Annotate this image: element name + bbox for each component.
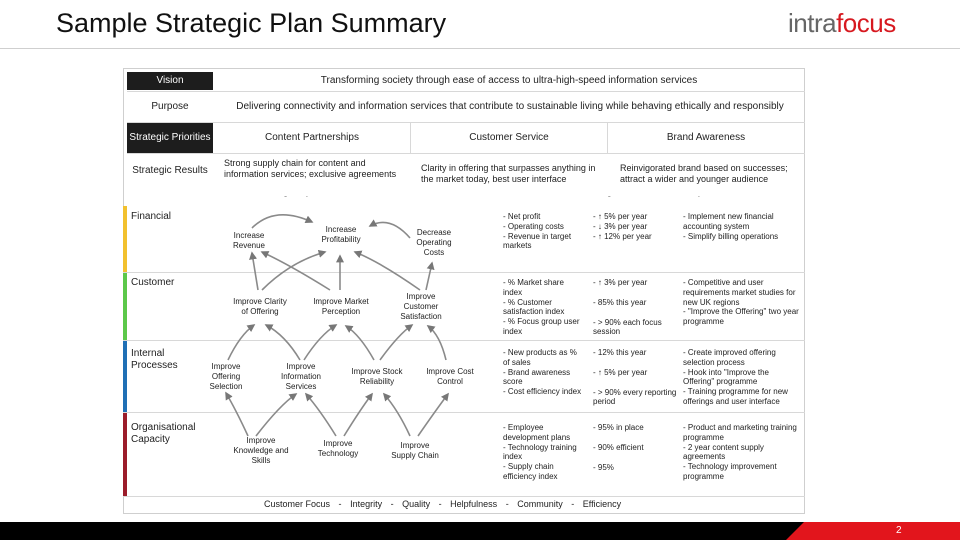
vision-text: Transforming society through ease of access to ultra-high-speed information services: [320, 75, 698, 86]
intrafocus-logo: [788, 8, 896, 39]
header-mask: [214, 187, 804, 196]
priority-brand-awareness: Brand Awareness: [666, 132, 746, 143]
value-helpfulness: Helpfulness: [450, 499, 498, 509]
kpi-item: - Brand awareness score: [503, 367, 571, 387]
result-brand-awareness: Reinvigorated brand based on successes; attract a wider and younger audience: [620, 163, 788, 184]
perspective-organisational-capacity: Organisational Capacity: [131, 422, 196, 445]
target-item: - ↑ 3% per year: [593, 278, 648, 287]
kpi-item: - Operating costs: [503, 221, 564, 231]
kpi-item: - Supply chain efficiency index: [503, 462, 558, 481]
objective-improve-technology: Improve Technology: [317, 439, 359, 458]
purpose-label: Purpose: [127, 92, 213, 122]
financial-projects: [683, 212, 799, 241]
internal-processes-targets: [593, 348, 677, 407]
organisational-capacity-projects: [683, 423, 799, 482]
slide-title: Sample Strategic Plan Summary: [56, 8, 447, 38]
value-separator: -: [571, 499, 575, 509]
organisational-capacity-targets: [593, 423, 677, 472]
customer-projects: [683, 278, 799, 327]
perspective-divider: [123, 272, 805, 273]
kpi-item: - New products as % of sales: [503, 348, 577, 367]
target-item: - ↑ 5% per year: [593, 367, 648, 377]
objective-improve-stock-reliability: Improve Stock Reliability: [351, 367, 403, 386]
target-item: - 12% this year: [593, 348, 647, 357]
perspective-internal-processes: Internal Processes: [131, 348, 178, 371]
kpi-item: - % Focus group user index: [503, 317, 580, 336]
target-item: - 90% efficient: [593, 442, 644, 452]
value-separator: -: [505, 499, 509, 509]
project-item: - "Improve the Offering" two year programme: [683, 307, 799, 326]
value-efficiency: Efficiency: [582, 499, 622, 509]
internal-processes-kpis: [503, 348, 583, 397]
value-separator: -: [438, 499, 442, 509]
perspective-financial: Financial: [131, 211, 172, 222]
objective-improve-offering-selection: Improve Offering Selection: [209, 362, 243, 391]
target-item: - > 90% every reporting period: [593, 387, 677, 407]
project-item: - Competitive and user requirements market studies for new UK regions: [683, 278, 796, 307]
target-item: - 95%: [593, 462, 614, 472]
objective-improve-information-services: Improve Information Services: [280, 362, 322, 391]
financial-targets: [593, 212, 677, 241]
perspective-divider: [123, 496, 805, 497]
project-item: - Simplify billing operations: [683, 231, 779, 241]
result-customer-service: Clarity in offering that surpasses anything in the market today, best user interface: [421, 163, 596, 184]
value-integrity: Integrity: [350, 499, 383, 509]
perspective-divider: [123, 412, 805, 413]
organisational-capacity-kpis: [503, 423, 583, 482]
value-customer-focus: Customer Focus: [264, 499, 331, 509]
customer-band: [123, 272, 127, 340]
kpi-item: - Technology training index: [503, 442, 577, 462]
target-item: - 85% this year: [593, 297, 647, 307]
customer-targets: [593, 278, 677, 337]
objective-increase-profitability: Increase Profitability: [321, 225, 361, 244]
project-item: - Training programme for new offerings and user interface: [683, 387, 788, 406]
objective-improve-knowledge-skills: Improve Knowledge and Skills: [233, 436, 289, 465]
objective-improve-supply-chain: Improve Supply Chain: [391, 441, 439, 460]
target-item: - ↓ 3% per year: [593, 221, 648, 231]
objective-improve-customer-satisfaction: Improve Customer Satisfaction: [400, 292, 442, 321]
internal-processes-projects: [683, 348, 799, 407]
objective-improve-cost-control: Improve Cost Control: [426, 367, 474, 386]
values-row: [264, 499, 627, 509]
logo-part-focus: focus: [836, 8, 896, 38]
kpi-item: - Cost efficiency index: [503, 387, 582, 396]
perspective-customer: Customer: [131, 277, 175, 288]
target-item: - ↑ 5% per year: [593, 212, 648, 221]
project-item: - Implement new financial accounting system: [683, 212, 774, 231]
title-divider: [0, 48, 960, 49]
project-item: - Hook into "Improve the Offering" programme: [683, 367, 769, 387]
customer-kpis: [503, 278, 583, 337]
strategic-results-label: Strategic Results: [127, 154, 213, 188]
target-item: - ↑ 12% per year: [593, 231, 652, 241]
purpose-text: Delivering connectivity and information services that contribute to sustainable living while behaving ethically and responsibly: [236, 101, 784, 112]
objective-decrease-operating-costs: Decrease Operating Costs: [416, 228, 452, 257]
logo-part-intra: intra: [788, 8, 837, 38]
project-item: - 2 year content supply agreements: [683, 442, 764, 462]
page-number: 2: [896, 525, 902, 536]
target-item: - 95% in place: [593, 423, 644, 432]
priority-customer-service: Customer Service: [469, 132, 549, 143]
row-divider: [127, 153, 805, 154]
objective-improve-clarity: Improve Clarity of Offering: [233, 297, 287, 316]
organisational-capacity-band: [123, 412, 127, 496]
kpi-item: - Revenue in target markets: [503, 231, 572, 251]
footer-accent: [786, 522, 960, 540]
value-quality: Quality: [402, 499, 431, 509]
vision-label: Vision: [127, 72, 213, 90]
financial-band: [123, 206, 127, 272]
strategic-priorities-label: Strategic Priorities: [127, 123, 213, 153]
value-community: Community: [517, 499, 563, 509]
project-item: - Create improved offering selection process: [683, 348, 776, 367]
kpi-item: - Net profit: [503, 212, 541, 221]
target-item: - > 90% each focus session: [593, 317, 662, 337]
value-separator: -: [338, 499, 342, 509]
result-content-partnerships: Strong supply chain for content and information services; exclusive agreements: [224, 158, 397, 179]
project-item: - Product and marketing training programme: [683, 423, 797, 442]
objective-improve-market-perception: Improve Market Perception: [313, 297, 369, 316]
project-item: - Technology improvement programme: [683, 462, 777, 481]
financial-kpis: [503, 212, 583, 251]
kpi-item: - Employee development plans: [503, 423, 571, 442]
objective-increase-revenue: Increase Revenue: [232, 231, 266, 250]
kpi-item: - % Customer satisfaction index: [503, 297, 565, 317]
internal-processes-band: [123, 340, 127, 412]
priority-content-partnerships: Content Partnerships: [265, 132, 359, 143]
value-separator: -: [390, 499, 394, 509]
kpi-item: - % Market share index: [503, 278, 564, 297]
perspective-divider: [123, 340, 805, 341]
